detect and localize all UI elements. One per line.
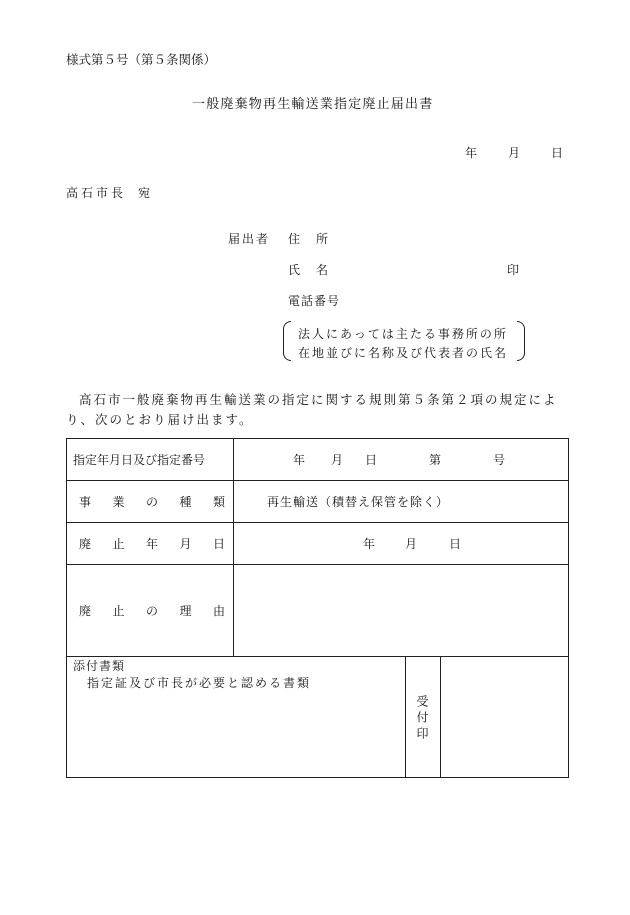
attachments-value: 指定証及び市長が必要と認める書類: [87, 676, 312, 690]
right-brace: [517, 321, 525, 361]
designation-go: 号: [493, 453, 506, 467]
stamp-label-cell: [405, 657, 441, 777]
label-char: 種: [179, 495, 192, 509]
abolition-reason-value[interactable]: [234, 565, 569, 657]
stamp-area: [441, 657, 568, 777]
date-day-label: 日: [551, 146, 564, 160]
date-year-label: 年: [465, 146, 478, 160]
row-business-type: [67, 481, 569, 523]
label-char: 類: [212, 495, 225, 509]
business-type-value: 再生輸送（積替え保管を除く）: [234, 481, 569, 523]
row-attachments: [67, 657, 569, 778]
attachments-label: 添付書類: [73, 659, 126, 673]
corporate-note: [283, 321, 525, 361]
abolition-date-value[interactable]: [234, 523, 569, 565]
corporate-note-line-1: 法人にあっては主たる事務所の所: [298, 327, 508, 341]
designation-month: 月: [331, 453, 344, 467]
name-label: 氏 名: [288, 263, 331, 277]
designation-day: 日: [365, 453, 378, 467]
notification-table: [66, 438, 569, 778]
label-char: の: [145, 604, 158, 618]
designation-dai: 第: [429, 453, 442, 467]
designation-label: 指定年月日及び指定番号: [67, 439, 234, 481]
abolition-reason-label: [67, 565, 234, 657]
designation-year: 年: [293, 453, 306, 467]
label-char: 理: [179, 604, 192, 618]
label-char: 事: [79, 495, 92, 509]
body-text: 高石市一般廃棄物再生輸送業の指定に関する規則第５条第２項の規定により、次のとおり届け出ます。: [66, 392, 558, 427]
attachments-row-cell: [67, 657, 569, 778]
row-designation: [67, 439, 569, 481]
form-number: 様式第５号（第５条関係）: [66, 52, 217, 67]
label-char: 業: [112, 495, 125, 509]
document-title: 一般廃棄物再生輸送業指定廃止届出書: [192, 97, 434, 112]
seal-mark: 印: [507, 263, 520, 277]
abolition-year: 年: [363, 537, 376, 551]
applicant-heading: 届出者: [228, 232, 271, 246]
addressee-suffix: 宛: [138, 186, 151, 200]
corporate-note-line-2: 在地並びに名称及び代表者の氏名: [298, 346, 509, 360]
row-abolition-reason: [67, 565, 569, 657]
stamp-label: 受付印: [415, 695, 429, 743]
row-abolition-date: [67, 523, 569, 565]
abolition-day: 日: [449, 537, 462, 551]
addressee-name: 高石市長: [66, 186, 127, 200]
label-char: の: [145, 495, 158, 509]
designation-value[interactable]: [234, 439, 569, 481]
label-char: 由: [212, 604, 225, 618]
label-char: 日: [212, 537, 225, 551]
address-label: 住 所: [288, 232, 331, 246]
business-type-label: [67, 481, 234, 523]
label-char: 止: [112, 604, 125, 618]
label-char: 廃: [79, 537, 92, 551]
label-char: 年: [145, 537, 158, 551]
label-char: 月: [179, 537, 192, 551]
date-month-label: 月: [508, 146, 521, 160]
label-char: 止: [112, 537, 125, 551]
abolition-month: 月: [405, 537, 418, 551]
label-char: 廃: [79, 604, 92, 618]
abolition-date-label: [67, 523, 234, 565]
left-brace: [283, 321, 291, 361]
phone-label: 電話番号: [288, 294, 341, 308]
attachments-cell: [67, 657, 405, 777]
